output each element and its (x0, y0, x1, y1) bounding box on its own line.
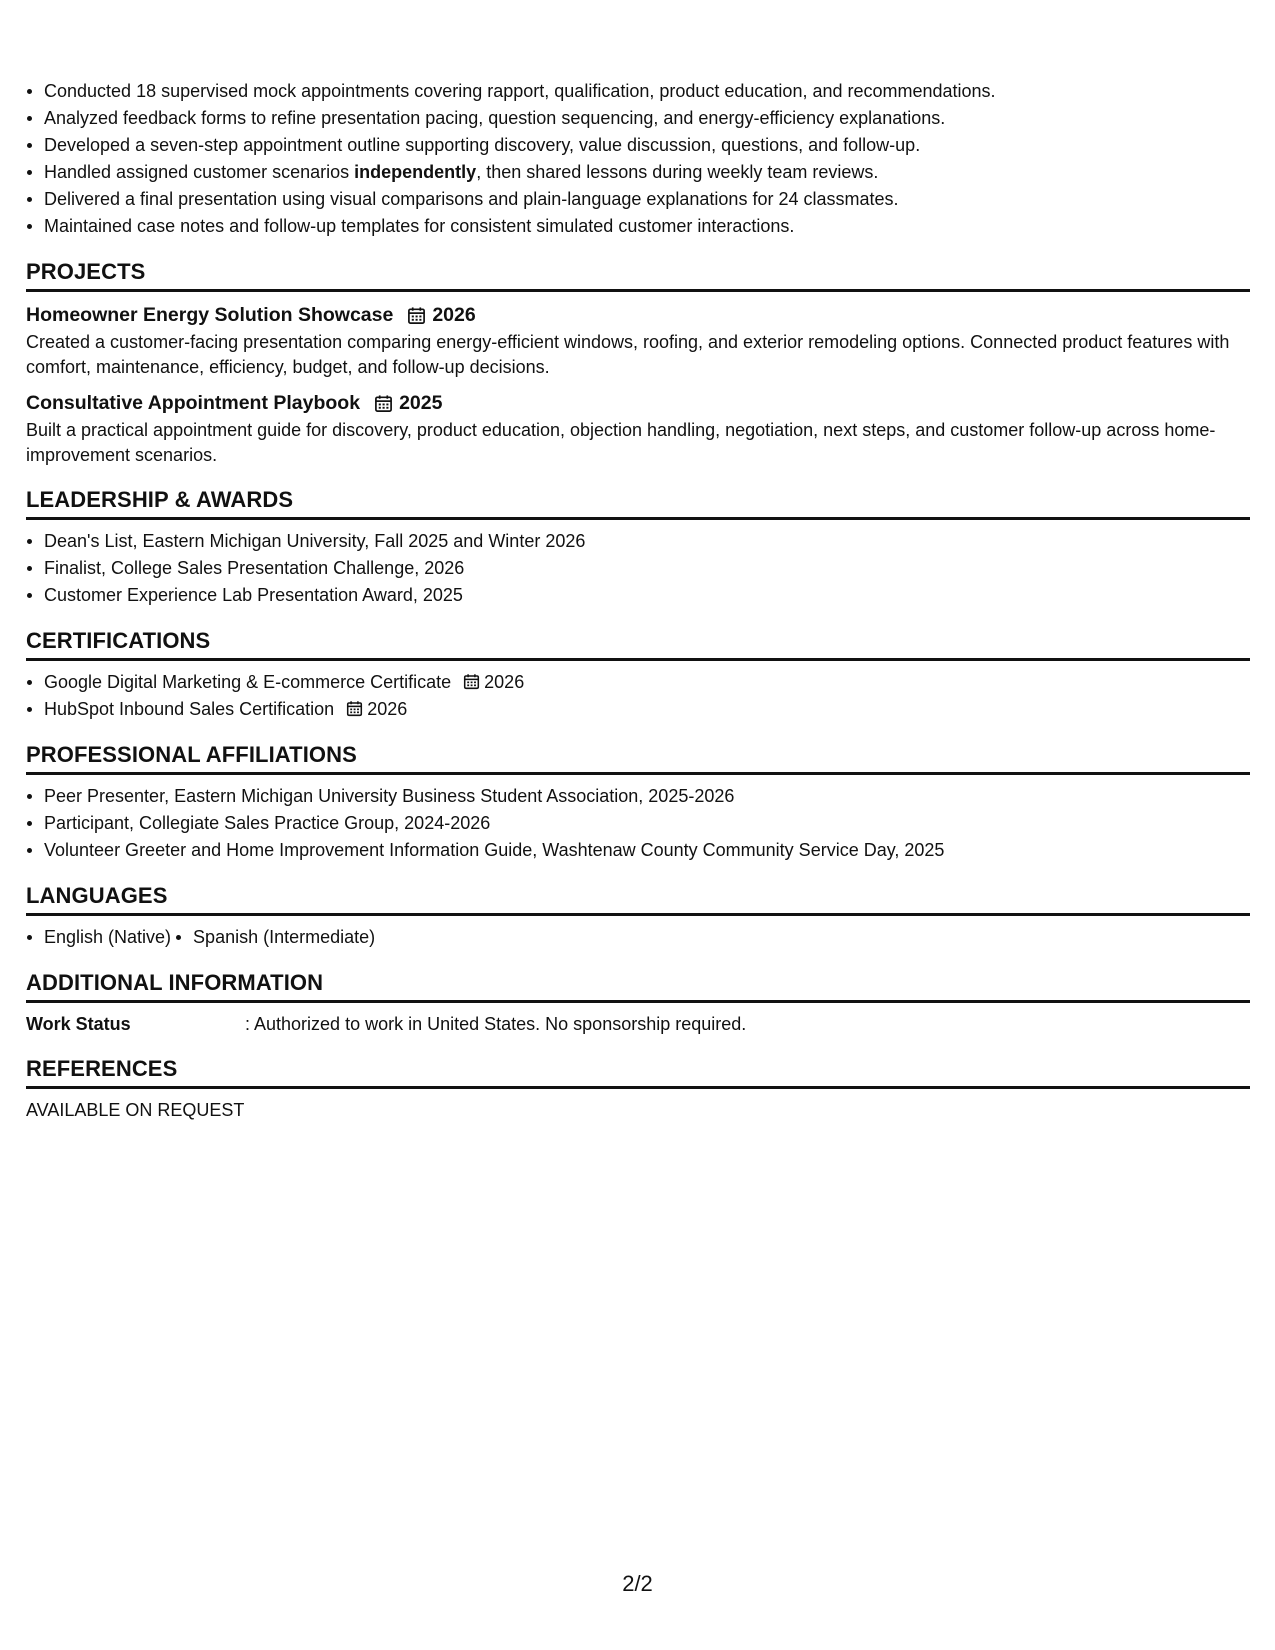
project-description: Built a practical appointment guide for discovery, product education, objection handling, negotiation, next steps, and customer follow-up across home-improvement scenarios. (26, 420, 1216, 465)
work-status-value: : Authorized to work in United States. No sponsorship required. (245, 1014, 747, 1034)
list-item: Peer Presenter, Eastern Michigan University Business Student Association, 2025-2026 (44, 783, 1250, 810)
project-name: Homeowner Energy Solution Showcase (26, 304, 394, 326)
bullet-text: Maintained case notes and follow-up templates for consistent simulated customer interactions. (44, 216, 795, 236)
project-header (26, 388, 1250, 418)
bullet-text: Conducted 18 supervised mock appointments covering rapport, qualification, product education, and recommendations. (44, 81, 996, 101)
list-item (44, 105, 1250, 132)
bullet-text: Handled assigned customer scenarios (44, 162, 355, 182)
project-item (26, 388, 1250, 468)
certification-name: HubSpot Inbound Sales Certification (44, 699, 335, 719)
experience-bullet-list (26, 78, 1250, 240)
section-title: REFERENCES (26, 1055, 1250, 1089)
certifications-list (26, 669, 1250, 723)
projects-section (26, 258, 1250, 468)
list-item: Participant, Collegiate Sales Practice Group, 2024-2026 (44, 810, 1250, 837)
list-item: Spanish (Intermediate) (193, 924, 375, 951)
bullet-text: Developed a seven-step appointment outline supporting discovery, value discussion, questions, and follow-up. (44, 135, 921, 155)
section-title: PROFESSIONAL AFFILIATIONS (26, 741, 1250, 775)
list-item (44, 78, 1250, 105)
languages-list (26, 924, 1250, 951)
work-status-label: Work Status (26, 1014, 131, 1034)
project-description: Created a customer-facing presentation comparing energy-efficient windows, roofing, and exterior remodeling options. Connected product features with comfort, maintenance, efficiency, budget, and follow-up decisions. (26, 332, 1230, 377)
list-item: Customer Experience Lab Presentation Award, 2025 (44, 582, 1250, 609)
calendar-icon (374, 394, 393, 413)
section-title: ADDITIONAL INFORMATION (26, 969, 1250, 1003)
list-item: English (Native) (44, 924, 171, 951)
list-item: Volunteer Greeter and Home Improvement Information Guide, Washtenaw County Community Service Day, 2025 (44, 837, 1250, 864)
certifications-section (26, 627, 1250, 723)
references-section (26, 1055, 1250, 1123)
calendar-icon (463, 673, 480, 690)
affiliations-list (26, 783, 1250, 864)
bullet-bold-text: independently (354, 162, 477, 182)
section-title: PROJECTS (26, 258, 1250, 292)
list-item: Dean's List, Eastern Michigan University, Fall 2025 and Winter 2026 (44, 528, 1250, 555)
additional-info-section (26, 969, 1250, 1037)
list-item (44, 213, 1250, 240)
leadership-list (26, 528, 1250, 609)
list-item (44, 159, 1250, 186)
bullet-text: Analyzed feedback forms to refine presentation pacing, question sequencing, and energy-efficiency explanations. (44, 108, 946, 128)
leadership-section (26, 486, 1250, 609)
project-year: 2025 (399, 392, 443, 414)
bullet-text: Delivered a final presentation using visual comparisons and plain-language explanations for 24 classmates. (44, 189, 899, 209)
certification-year: 2026 (367, 699, 408, 719)
references-text: AVAILABLE ON REQUEST (26, 1100, 245, 1120)
bullet-text: , then shared lessons during weekly team reviews. (476, 162, 879, 182)
calendar-icon (407, 306, 426, 325)
project-item (26, 300, 1250, 380)
list-item (44, 696, 1250, 723)
page-number: 2/2 (622, 1571, 653, 1596)
languages-section (26, 882, 1250, 951)
list-item (44, 186, 1250, 213)
list-item: Finalist, College Sales Presentation Challenge, 2026 (44, 555, 1250, 582)
project-year: 2026 (432, 304, 476, 326)
resume-page (26, 78, 1250, 1123)
list-item (44, 132, 1250, 159)
section-title: LANGUAGES (26, 882, 1250, 916)
project-header (26, 300, 1250, 330)
section-title: LEADERSHIP & AWARDS (26, 486, 1250, 520)
section-title: CERTIFICATIONS (26, 627, 1250, 661)
calendar-icon (346, 700, 363, 717)
list-item (44, 669, 1250, 696)
work-status-row (26, 1011, 1250, 1037)
affiliations-section (26, 741, 1250, 864)
certification-name: Google Digital Marketing & E-commerce Certificate (44, 672, 452, 692)
certification-year: 2026 (484, 672, 525, 692)
project-name: Consultative Appointment Playbook (26, 392, 361, 414)
